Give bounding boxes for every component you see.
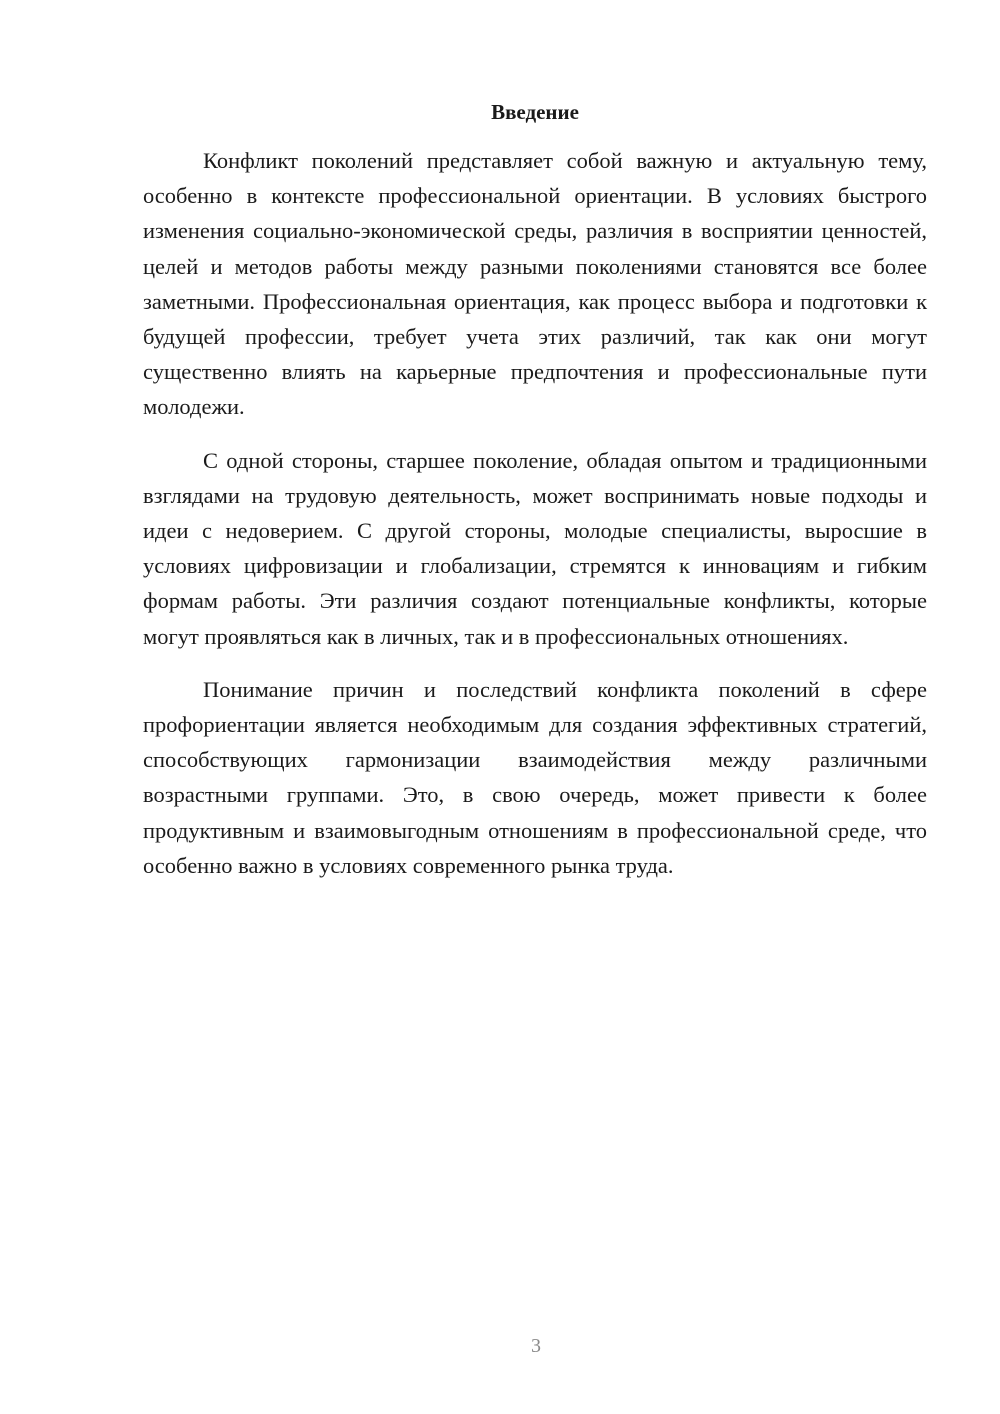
body-text	[143, 143, 927, 901]
page-number: 3	[531, 1335, 541, 1357]
section-heading: Введение	[491, 100, 579, 124]
paragraph: Понимание причин и последствий конфликта поколений в сфере профориентации является необходимым для создания эффективных стратегий, способствующих гармонизации взаимодействия между различными возрастными группами. Это, в свою очередь, может привести к более продуктивным и взаимовыгодным отношениям в профессиональной среде, что особенно важно в условиях современного рынка труда.	[143, 676, 927, 878]
paragraph: С одной стороны, старшее поколение, обладая опытом и традиционными взглядами на трудовую деятельность, может воспринимать новые подходы и идеи с недоверием. С другой стороны, молодые специалисты, выросшие в условиях цифровизации и глобализации, стремятся к инновациям и гибким формам работы. Эти различия создают потенциальные конфликты, которые могут проявляться как в личных, так и в профессиональных отношениях.	[143, 447, 927, 649]
paragraph: Конфликт поколений представляет собой важную и актуальную тему, особенно в контексте профессиональной ориентации. В условиях быстрого изменения социально-экономической среды, различия в восприятии ценностей, целей и методов работы между разными поколениями становятся все более заметными. Профессиональная ориентация, как процесс выбора и подготовки к будущей профессии, требует учета этих различий, так как они могут существенно влиять на карьерные предпочтения и профессиональные пути молодежи.	[143, 148, 927, 420]
